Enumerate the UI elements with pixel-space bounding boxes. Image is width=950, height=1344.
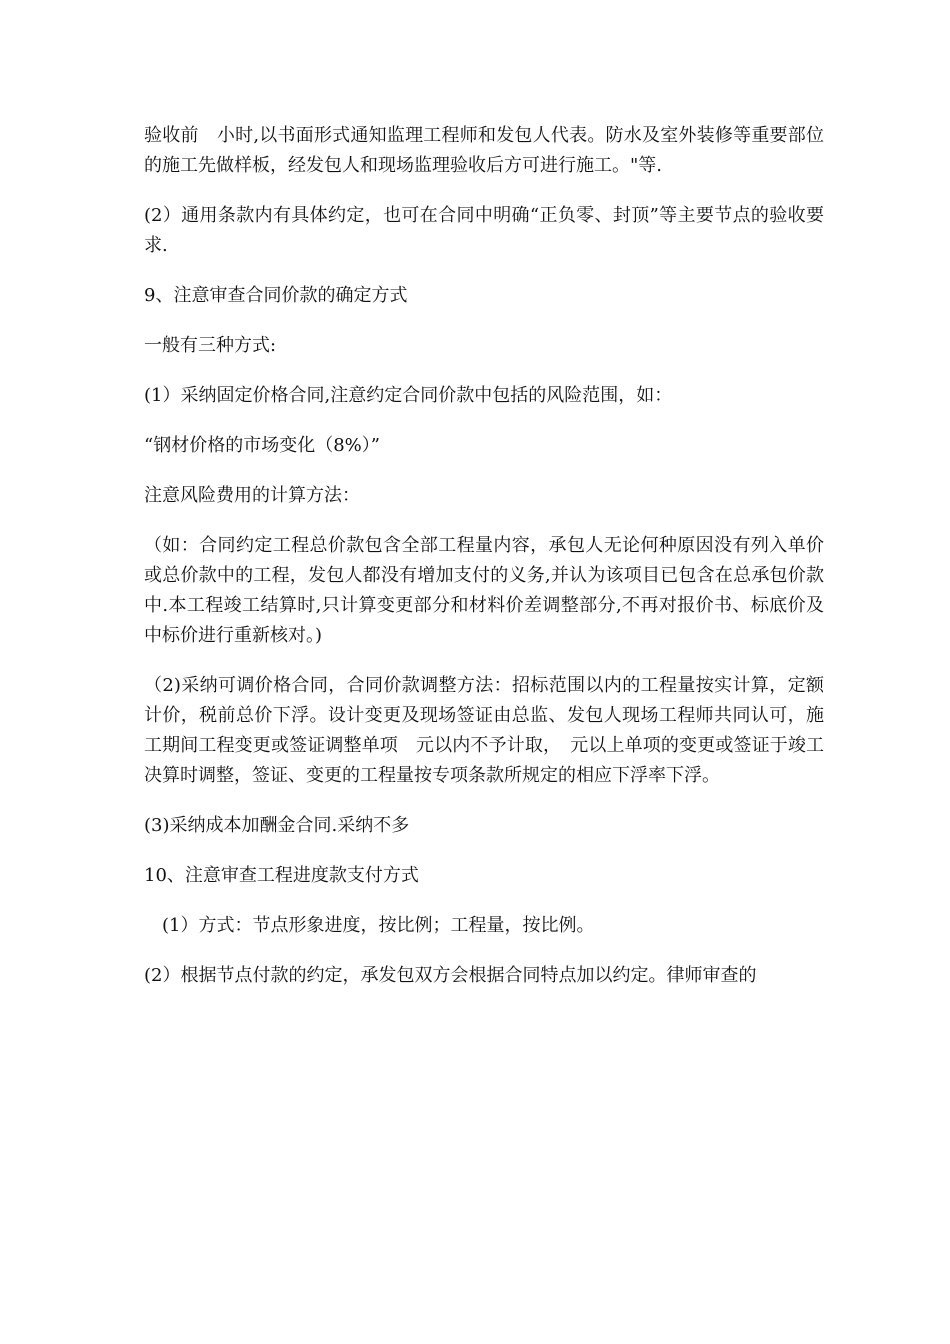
paragraph-risk-example: （如：合同约定工程总价款包含全部工程量内容，承包人无论何种原因没有列入单价或总价款中的工程，发包人都没有增加支付的义务,并认为该项目已包含在总承包价款中.本工程竣工结算时,只计算变更部分和材料价差调整部分,不再对报价书、标底价及中标价进行重新核对。) — [144, 535, 824, 646]
paragraph-node-payment: (2）根据节点付款的约定，承发包双方会根据合同特点加以约定。律师审查的 — [144, 965, 757, 986]
paragraph-steel-price: “钢材价格的市场变化（8%）” — [144, 435, 380, 456]
paragraph-risk-calc: 注意风险费用的计算方法： — [144, 485, 360, 506]
paragraph-adjustable-price: （2)采纳可调价格合同，合同价款调整方法：招标范围以内的工程量按实计算，定额计价，税前总价下浮。设计变更及现场签证由总监、发包人现场工程师共同认可，施工期间工程变更或签证调整单项 元以内不予计取， 元以上单项的变更或签证于竣工决算时调整，签证、变更的工程量按专项条款所规定的相应下浮率下浮。 — [144, 675, 824, 786]
paragraph-three-methods: 一般有三种方式: — [144, 335, 277, 356]
heading-section-9: 9、注意审查合同价款的确定方式 — [144, 285, 408, 306]
paragraph-general-terms: (2）通用条款内有具体约定，也可在合同中明确“正负零、封顶”等主要节点的验收要求. — [144, 205, 824, 256]
document-page — [144, 121, 824, 1011]
paragraph-payment-method: (1）方式：节点形象进度，按比例；工程量，按比例。 — [144, 915, 595, 936]
paragraph-fixed-price: (1）采纳固定价格合同,注意约定合同价款中包括的风险范围，如： — [144, 385, 673, 406]
heading-section-10: 10、注意审查工程进度款支付方式 — [144, 865, 419, 886]
paragraph-acceptance-notice: 验收前 小时,以书面形式通知监理工程师和发包人代表。防水及室外装修等重要部位的施工先做样板，经发包人和现场监理验收后方可进行施工。"等. — [144, 125, 824, 176]
paragraph-cost-plus: (3)采纳成本加酬金合同.采纳不多 — [144, 815, 410, 836]
